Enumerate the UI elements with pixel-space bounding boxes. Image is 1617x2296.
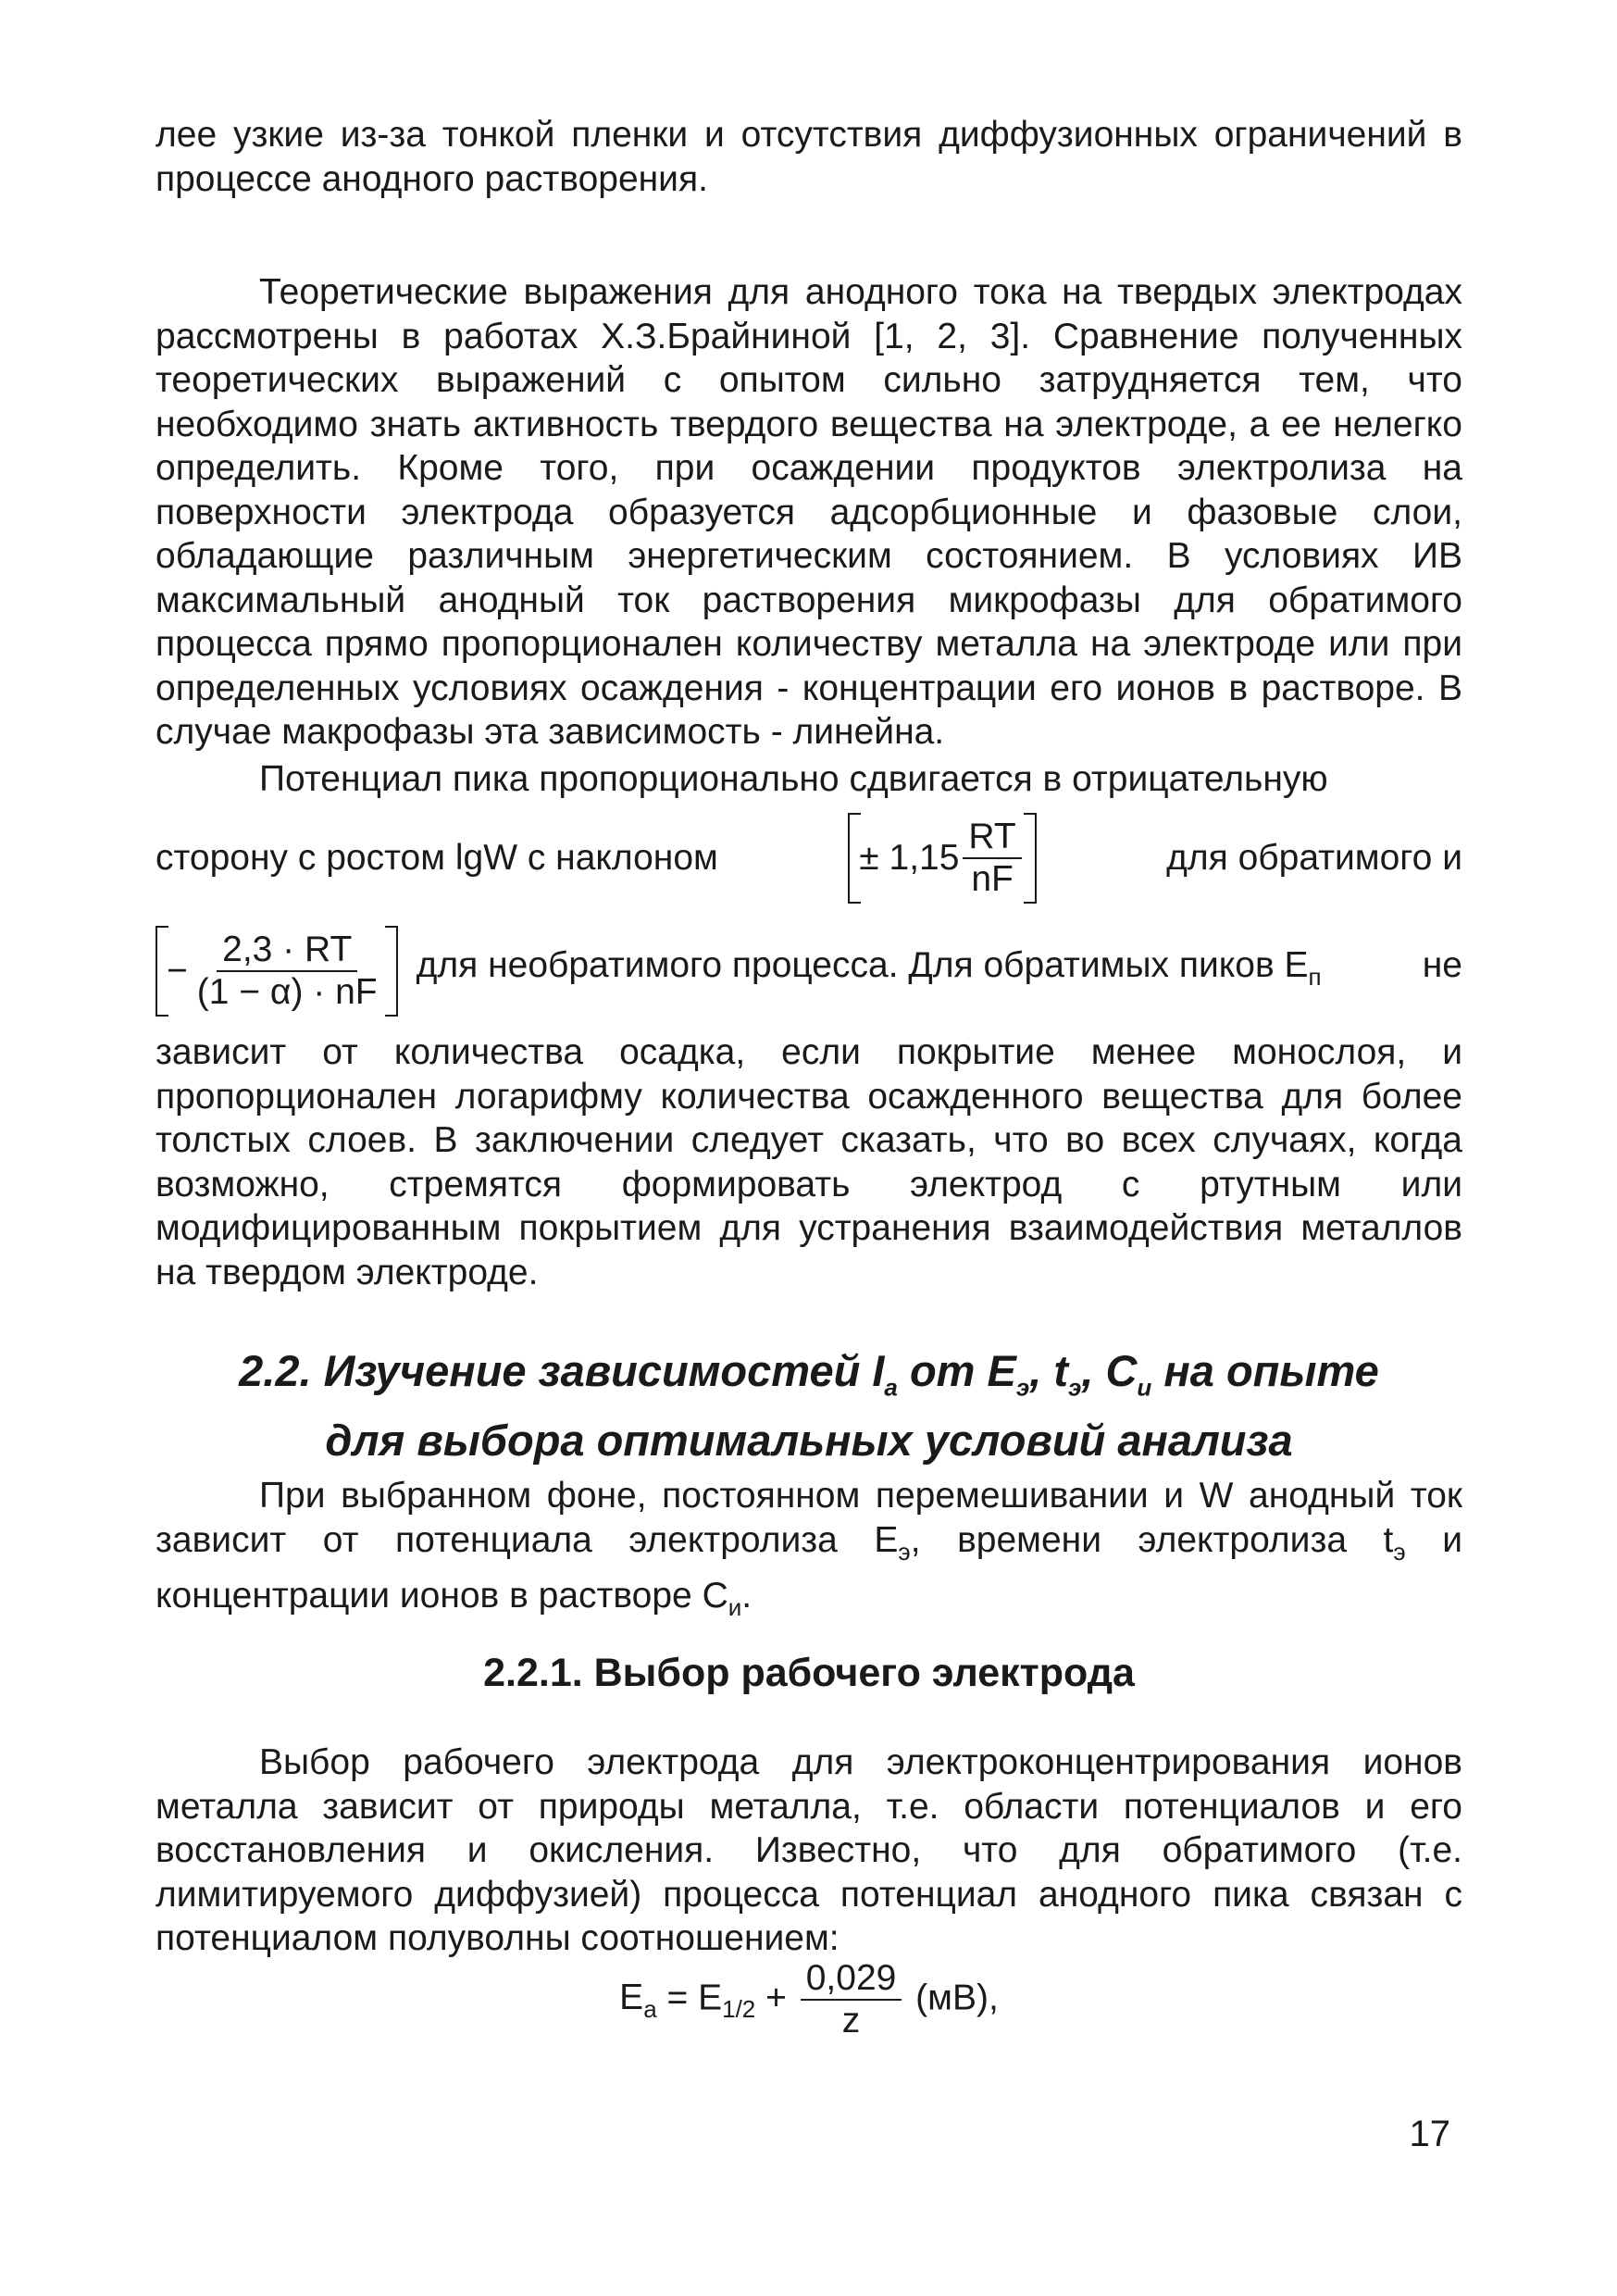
- fraction-numerator: 0,029: [801, 1958, 902, 2001]
- slope-bracket-irreversible: [155, 926, 398, 1017]
- formula-suffix-text: для обратимого и: [1166, 838, 1462, 879]
- ea-subscript: а: [643, 1995, 657, 2024]
- heading-part: , С: [1081, 1346, 1138, 1395]
- para5-sub: и: [728, 1592, 742, 1621]
- heading-2-2-line1: [155, 1344, 1462, 1414]
- fraction-rt-nf: [963, 817, 1021, 900]
- fraction-denominator: z: [841, 2001, 861, 2040]
- slope-bracket: [848, 813, 1036, 904]
- page-number: 17: [1409, 2114, 1450, 2154]
- fraction-0029-z: [801, 1958, 902, 2041]
- heading-sub: и: [1137, 1373, 1152, 1402]
- heading-part: от Е: [897, 1346, 1016, 1395]
- fraction-denominator: (1 − α) · nF: [196, 972, 378, 1012]
- para5-sub: э: [898, 1537, 911, 1566]
- formula-slope-irreversible: [155, 926, 1462, 1017]
- fraction-numerator: RT: [963, 817, 1021, 859]
- slope-coefficient: ± 1,15: [859, 838, 960, 879]
- irreversible-tail: не: [1422, 944, 1462, 985]
- paragraph-2: Теоретические выражения для анодного тока на твердых электродах рассмотрены в работах Х.З.Брайниной [1, 2, 3]. Сравнение полученных теоретических выражений с опытом сильно затрудняется тем, что необходимо знать активность твердого вещества на электроде, а ее нелегко определить. Кроме того, при осаждении продуктов электролиза на поверхности электрода образуется адсорбционные и фазовые слои, обладающие различным энергетическим состоянием. В условиях ИВ максимальный анодный ток растворения микрофазы для обратимого процесса прямо пропорционален количеству металла на электроде или при определенных условиях осаждения - концентрации его ионов в растворе. В случае макрофазы эта зависимость - линейна.: [155, 272, 1462, 752]
- irreversible-text: [417, 943, 1322, 999]
- irreversible-text-run: [398, 943, 1462, 999]
- heading-part: , t: [1029, 1346, 1068, 1395]
- formula-lhs: [619, 1978, 657, 2024]
- formula-line-irreversible: [155, 926, 1462, 1017]
- fraction-denominator: nF: [971, 859, 1014, 899]
- para5-sub: э: [1393, 1537, 1406, 1566]
- fraction-numerator: 2,3 · RT: [217, 930, 357, 972]
- para5-text: и концентрации ионов в растворе С: [155, 1519, 1462, 1616]
- paragraph-conclusion-block: [155, 1030, 1462, 1294]
- paragraph-5: [155, 1474, 1462, 1629]
- ea-symbol: Е: [619, 1978, 644, 2018]
- paragraph-dependencies: [155, 1474, 1462, 1629]
- paragraph-6: Выбор рабочего электрода для электроконцентрирования ионов металла зависит от природы металла, т.е. области потенциалов и его восстановления и окисления. Известно, что для обратимого (т.е. лимитируемого диффузией) процесса потенциал анодного пика связан с потенциалом полуволны соотношением:: [155, 1742, 1462, 1958]
- heading-sub: э: [1015, 1373, 1030, 1402]
- ep-subscript: п: [1308, 962, 1322, 991]
- irreversible-text-main: для необратимого процесса. Для обратимых пиков Е: [416, 944, 1309, 985]
- paragraph-electrode-choice: [155, 1741, 1462, 1961]
- heading-sub: э: [1068, 1373, 1082, 1402]
- para5-text: , времени электролиза t: [910, 1519, 1394, 1560]
- heading-part: 2.2. Изучение зависимостей I: [239, 1346, 885, 1395]
- formula-line-reversible: [155, 813, 1462, 904]
- heading-part: на опыте: [1151, 1346, 1379, 1395]
- para5-text: При выбранном фоне, постоянном перемешивании и W анодный ток зависит от потенциала электролиза Е: [155, 1476, 1462, 1560]
- unit-text: (мВ),: [905, 1978, 999, 2018]
- section-heading-2-2-1: 2.2.1. Выбор рабочего электрода: [483, 1651, 1135, 1695]
- formula-prefix-text: сторону с ростом lgW с наклоном: [155, 838, 718, 879]
- minus-sign: −: [167, 951, 188, 992]
- half-wave-subscript: 1/2: [722, 1995, 756, 2024]
- equals-e: = Е: [656, 1978, 723, 2018]
- paragraph-theory-block: [155, 270, 1462, 755]
- paragraph-3: Потенциал пика пропорционально сдвигается в отрицательную: [259, 759, 1328, 799]
- formula-slope-reversible: [155, 813, 1462, 904]
- heading-sub: а: [884, 1373, 898, 1402]
- paragraph-continuation: [155, 113, 1462, 201]
- paragraph-4: зависит от количества осадка, если покрытие менее монослоя, и пропорционален логарифму количества осажденного вещества для более толстых слоев. В заключении следует сказать, что во всех случаях, когда возможно, стремятся формировать электрод с ртутным или модифицированным покрытием для устранения взаимодействия металлов на твердом электроде.: [155, 1032, 1462, 1292]
- fraction-irreversible: [192, 930, 383, 1013]
- formula-anodic-peak: [155, 1958, 1462, 2041]
- section-heading-2-2: [155, 1344, 1462, 1467]
- heading-2-2-line2: для выбора оптимальных условий анализа: [325, 1416, 1293, 1466]
- paragraph-peak-potential: [155, 757, 1462, 802]
- para5-text: .: [741, 1575, 753, 1616]
- plus-sign: +: [755, 1978, 797, 2018]
- paragraph-1: лее узкие из-за тонкой пленки и отсутствия диффузионных ограничений в процессе анодного растворения.: [155, 115, 1462, 199]
